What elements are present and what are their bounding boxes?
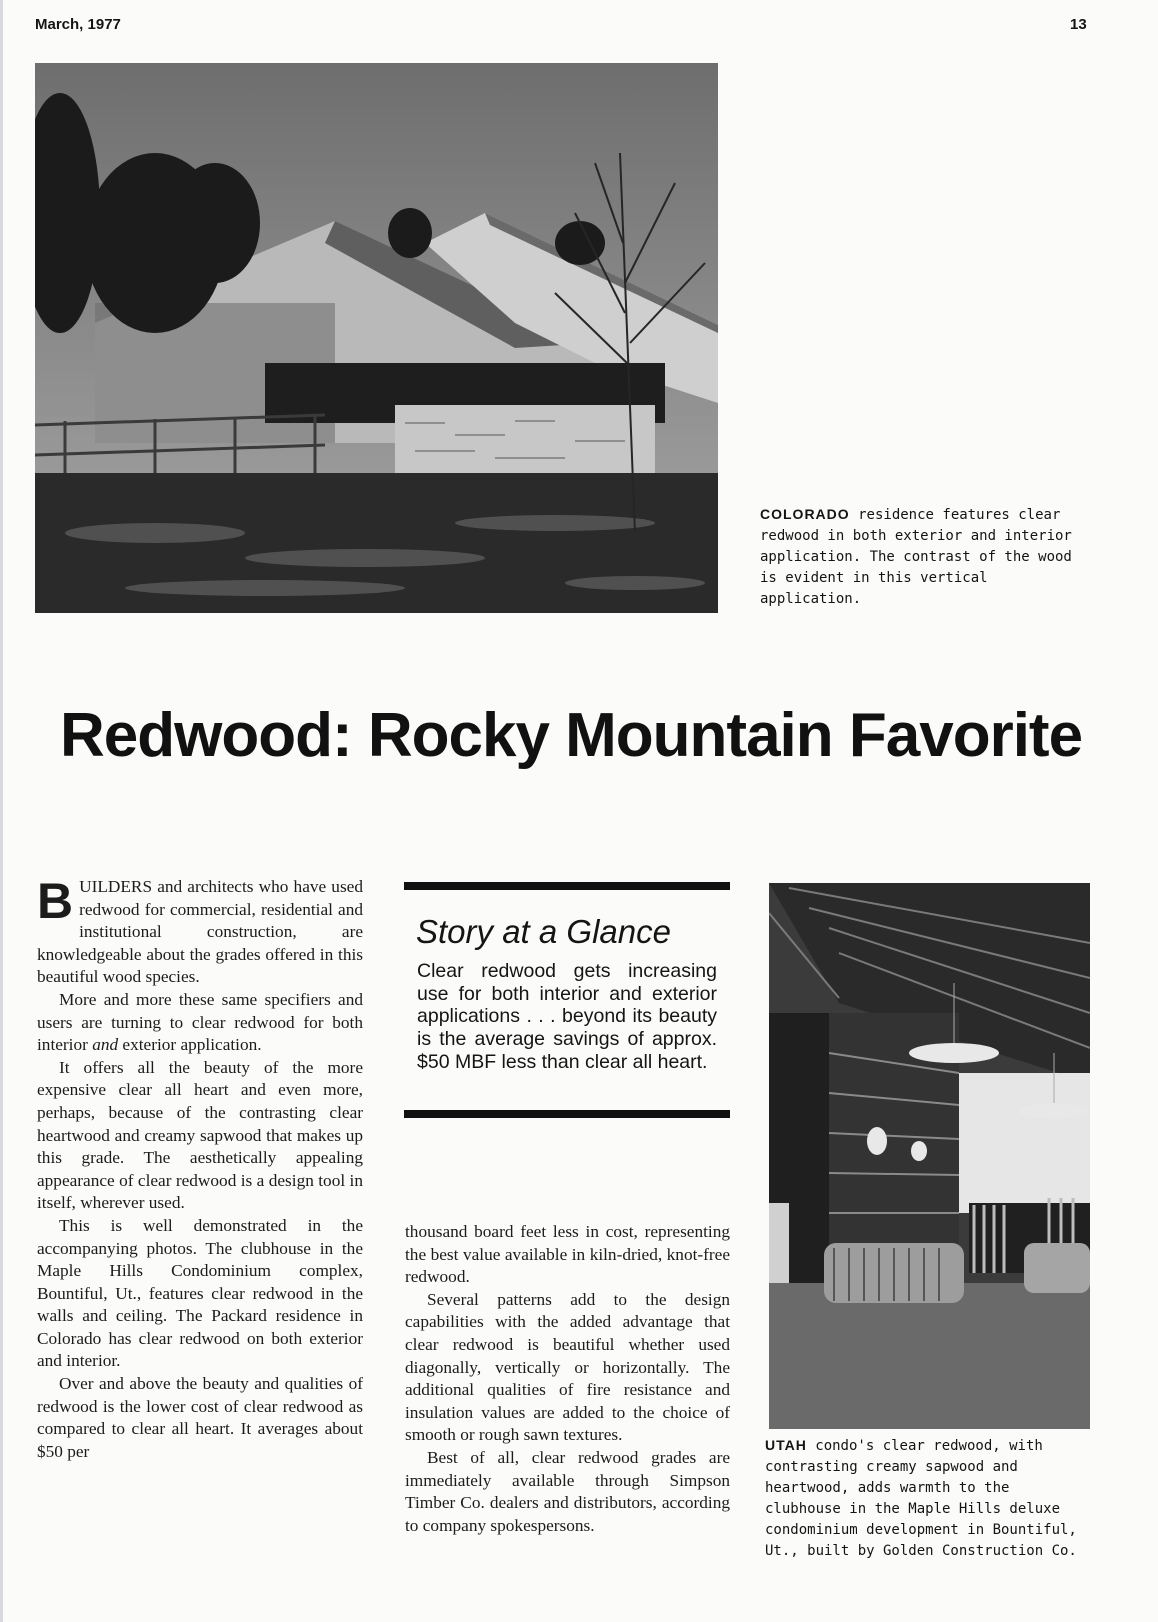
paragraph: More and more these same specifiers and users are turning to clear redwood for both interior and exterior application. <box>37 989 363 1055</box>
drop-cap: B <box>37 873 74 929</box>
utah-photo-caption <box>765 1435 1090 1562</box>
paragraph: Several patterns add to the design capabilities with the added advantage that clear redwood is beautiful whether used diagonally, vertically or horizontally. The additional qualities of fire resistance and insulation values are added to the choice of smooth or rough sawn textures. <box>405 1289 730 1445</box>
colorado-photo-caption <box>760 504 1085 610</box>
paragraph: thousand board feet less in cost, representing the best value available in kiln-dried, knot-free redwood. <box>405 1222 730 1287</box>
paragraph: This is well demonstrated in the accompanying photos. The clubhouse in the Maple Hills Condominium complex, Bountiful, Ut., features clear redwood in the walls and ceiling. The Packard residence in Colorado has clear redwood on both exterior and interior. <box>37 1215 363 1371</box>
article-column-1 <box>37 873 363 1463</box>
glance-summary: Clear redwood gets increasing use for both interior and exterior applications . . . beyond its beauty is the average savings of approx. $50 MBF less than clear all heart. <box>417 960 717 1073</box>
glance-bottom-rule <box>404 1110 730 1118</box>
caption-lead: UTAH <box>765 1437 807 1453</box>
caption-text: residence features clear redwood in both exterior and interior application. The contrast of the wood is evident in this vertical application. <box>760 507 1072 607</box>
caption-lead: COLORADO <box>760 506 850 522</box>
issue-date: March, 1977 <box>35 16 121 33</box>
caption-text: condo's clear redwood, with contrasting creamy sapwood and heartwood, adds warmth to the clubhouse in the Maple Hills deluxe condominium development in Bountiful, Ut., built by Golden Construction Co. <box>765 1438 1077 1559</box>
paragraph: Over and above the beauty and qualities of redwood is the lower cost of clear redwood as compared to clear all heart. It averages about $50 per <box>37 1374 363 1461</box>
colorado-residence-photo <box>35 63 718 613</box>
article-column-2 <box>405 1221 730 1537</box>
article-title: Redwood: Rocky Mountain Favorite <box>60 701 1083 770</box>
page-edge <box>0 0 3 1622</box>
glance-heading: Story at a Glance <box>416 913 671 950</box>
utah-clubhouse-photo <box>769 883 1090 1429</box>
glance-top-rule <box>404 882 730 890</box>
paragraph: Best of all, clear redwood grades are immediately available through Simpson Timber Co. dealers and distributors, according to company spokespersons. <box>405 1447 730 1535</box>
paragraph: BUILDERS and architects who have used redwood for commercial, residential and institutional construction, are knowledgeable about the grades offered in this beautiful wood species. <box>37 873 363 987</box>
paragraph: It offers all the beauty of the more expensive clear all heart and even more, perhaps, because of the contrasting clear heartwood and creamy sapwood that makes up this grade. The aesthetically appealing appearance of clear redwood is a design tool in itself, wherever used. <box>37 1057 363 1213</box>
page-number: 13 <box>1070 16 1087 33</box>
